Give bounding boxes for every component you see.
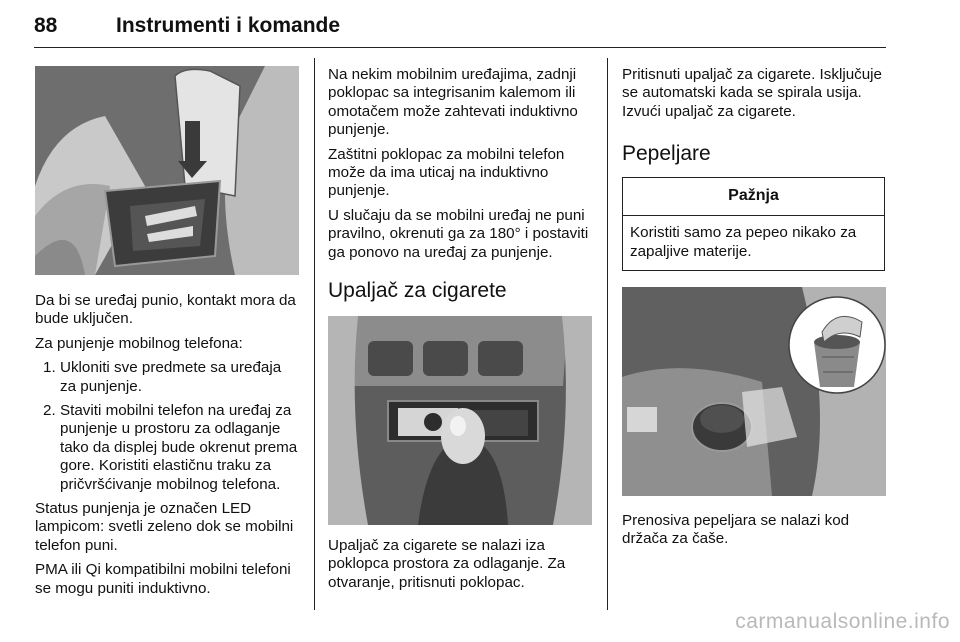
list-item — [35, 359, 299, 396]
ashtray-photo — [622, 287, 886, 496]
paragraph: Za punjenje mobilnog telefona: — [35, 334, 243, 352]
watermark: carmanualsonline.info — [735, 610, 950, 633]
paragraph: U slučaju da se mobilni uređaj ne puni pravilno, okrenuti ga za 180° i postaviti ga ponovo na uređaj za punjenje. — [328, 206, 589, 261]
cigarette-lighter-photo — [328, 316, 592, 525]
list-item-text: Ukloniti sve predmete sa uređaja za punjenje. — [60, 359, 282, 395]
wireless-charger-photo — [35, 66, 299, 275]
notice-box — [622, 177, 885, 271]
page-title: Instrumenti i komande — [116, 14, 341, 37]
paragraph: PMA ili Qi kompatibilni mobilni telefoni se mogu puniti induktivno. — [35, 561, 291, 597]
list-number: 2. — [43, 402, 56, 420]
header-rule — [34, 47, 886, 48]
column-2 — [328, 66, 592, 598]
section-heading: Pepeljare — [622, 142, 711, 166]
paragraph: Status punjenja je označen LED lampicom: svetli zeleno dok se mobilni telefon puni. — [35, 500, 294, 554]
paragraph: Zaštitni poklopac za mobilni telefon može da ima uticaj na induktivno punjenje. — [328, 145, 565, 200]
page-header — [34, 14, 886, 50]
paragraph: Na nekim mobilnim uređajima, zadnji poklopac sa integrisanim kalemom ili omotačem može zahtevati induktivno punjenje. — [328, 66, 578, 139]
column-1 — [35, 66, 299, 604]
numbered-list — [35, 359, 299, 494]
column-divider — [607, 58, 608, 610]
paragraph: Upaljač za cigarete se nalazi iza poklopca prostora za odlaganje. Za otvaranje, pritisnuti poklopac. — [328, 537, 566, 591]
list-item — [35, 402, 299, 494]
notice-title: Pažnja — [623, 178, 884, 216]
notice-body: Koristiti samo za pepeo nikako za zapaljive materije. — [630, 224, 857, 260]
list-item-text: Staviti mobilni telefon na uređaj za punjenje u prostoru za odlaganje tako da displej bude okrenut prema gore. Koristiti elastičnu traku za pričvršćivanje mobilnog telefona. — [60, 402, 298, 493]
paragraph: Prenosiva pepeljara se nalazi kod držača za čaše. — [622, 512, 850, 548]
section-heading: Upaljač za cigarete — [328, 279, 507, 303]
paragraph: Da bi se uređaj punio, kontakt mora da bude uključen. — [35, 292, 296, 328]
list-number: 1. — [43, 359, 56, 377]
page-number: 88 — [34, 14, 58, 37]
column-divider — [314, 58, 315, 610]
paragraph: Pritisnuti upaljač za cigarete. Isključuje se automatski kada se spirala usija. Izvući upaljač za cigarete. — [622, 66, 882, 120]
column-3 — [622, 66, 886, 555]
